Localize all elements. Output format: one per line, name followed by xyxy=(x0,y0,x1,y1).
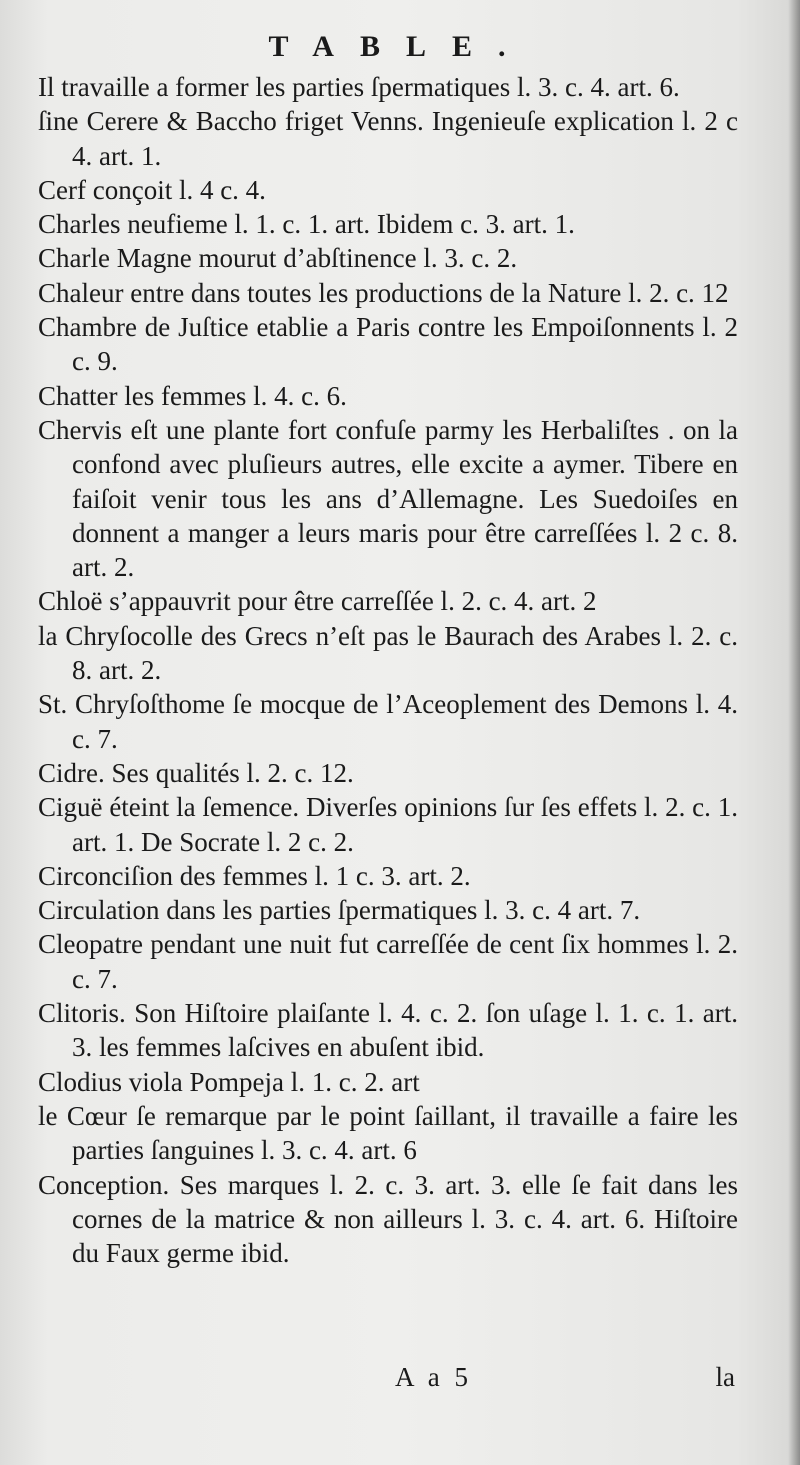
index-entry: Circonciſion des femmes l. 1 c. 3. art. 2. xyxy=(38,860,471,891)
index-entries xyxy=(38,70,738,1270)
index-entry: Conception. Ses marques l. 2. c. 3. art. 3. elle ſe fait dans les cornes de la matrice & non ailleurs l. 3. c. 4. art. 6. Hiſtoire du Faux germe ibid. xyxy=(38,1169,738,1269)
index-entry: Chervis eſt une plante fort confuſe parmy les Herbaliſtes . on la confond avec pluſieurs autres, elle excite a aymer. Tibere en faiſoit venir tous les ans d’Allemagne. Les Suedoiſes en donnent a manger a leurs maris pour être carreſſées l. 2 c. 8. art. 2. xyxy=(38,414,738,583)
index-entry: Charles neufieme l. 1. c. 1. art. Ibidem c. 3. art. 1. xyxy=(38,209,575,240)
index-entry: Circulation dans les parties ſpermatiques l. 3. c. 4 art. 7. xyxy=(38,895,641,926)
index-entry: Clodius viola Pompeja l. 1. c. 2. art xyxy=(38,1066,420,1097)
index-entry: St. Chryſoſthome ſe mocque de l’Aceoplement des Demons l. 4. c. 7. xyxy=(38,689,738,754)
index-entry: Ciguë éteint la ſemence. Diverſes opinions ſur ſes effets l. 2. c. 1. art. 1. De Socrate l. 2 c. 2. xyxy=(38,792,738,857)
index-entry: Chloë s’appauvrit pour être carreſſée l. 2. c. 4. art. 2 xyxy=(38,586,597,617)
index-entry: Charle Magne mourut d’abſtinence l. 3. c. 2. xyxy=(38,243,518,274)
index-entry: la Chryſocolle des Grecs n’eſt pas le Baurach des Arabes l. 2. c. 8. art. 2. xyxy=(38,620,738,686)
signature-mark: A a 5 xyxy=(395,1362,472,1392)
index-entry: Cleopatre pendant une nuit fut carreſſée de cent ſix hommes l. 2. c. 7. xyxy=(38,929,738,994)
catchword: la xyxy=(715,1362,735,1392)
index-entry: Clitoris. Son Hiſtoire plaiſante l. 4. c. 2. ſon uſage l. 1. c. 1. art. 3. les femmes laſcives en abuſent ibid. xyxy=(38,998,738,1063)
index-entry: Chaleur entre dans toutes les productions de la Nature l. 2. c. 12 xyxy=(38,277,729,308)
index-entry: Chatter les femmes l. 4. c. 6. xyxy=(38,380,347,411)
index-entry: Chambre de Juſtice etablie a Paris contre les Empoiſonnents l. 2 c. 9. xyxy=(38,312,738,377)
index-entry: Il travaille a former les parties ſpermatiques l. 3. c. 4. art. 6. xyxy=(38,72,680,102)
page-title: TABLE. xyxy=(268,30,532,63)
page-footer xyxy=(0,1362,800,1396)
page-edge-shadow xyxy=(788,0,800,1465)
index-entry: ſine Cerere & Baccho friget Venns. Ingenieuſe explication l. 2 c 4. art. 1. xyxy=(38,106,738,171)
index-entry: le Cœur ſe remarque par le point ſaillant, il travaille a faire les parties ſanguines l. 3. c. 4. art. 6 xyxy=(38,1100,738,1166)
index-entry: Cerf conçoit l. 4 c. 4. xyxy=(38,174,266,205)
index-entry: Cidre. Ses qualités l. 2. c. 12. xyxy=(38,757,354,788)
